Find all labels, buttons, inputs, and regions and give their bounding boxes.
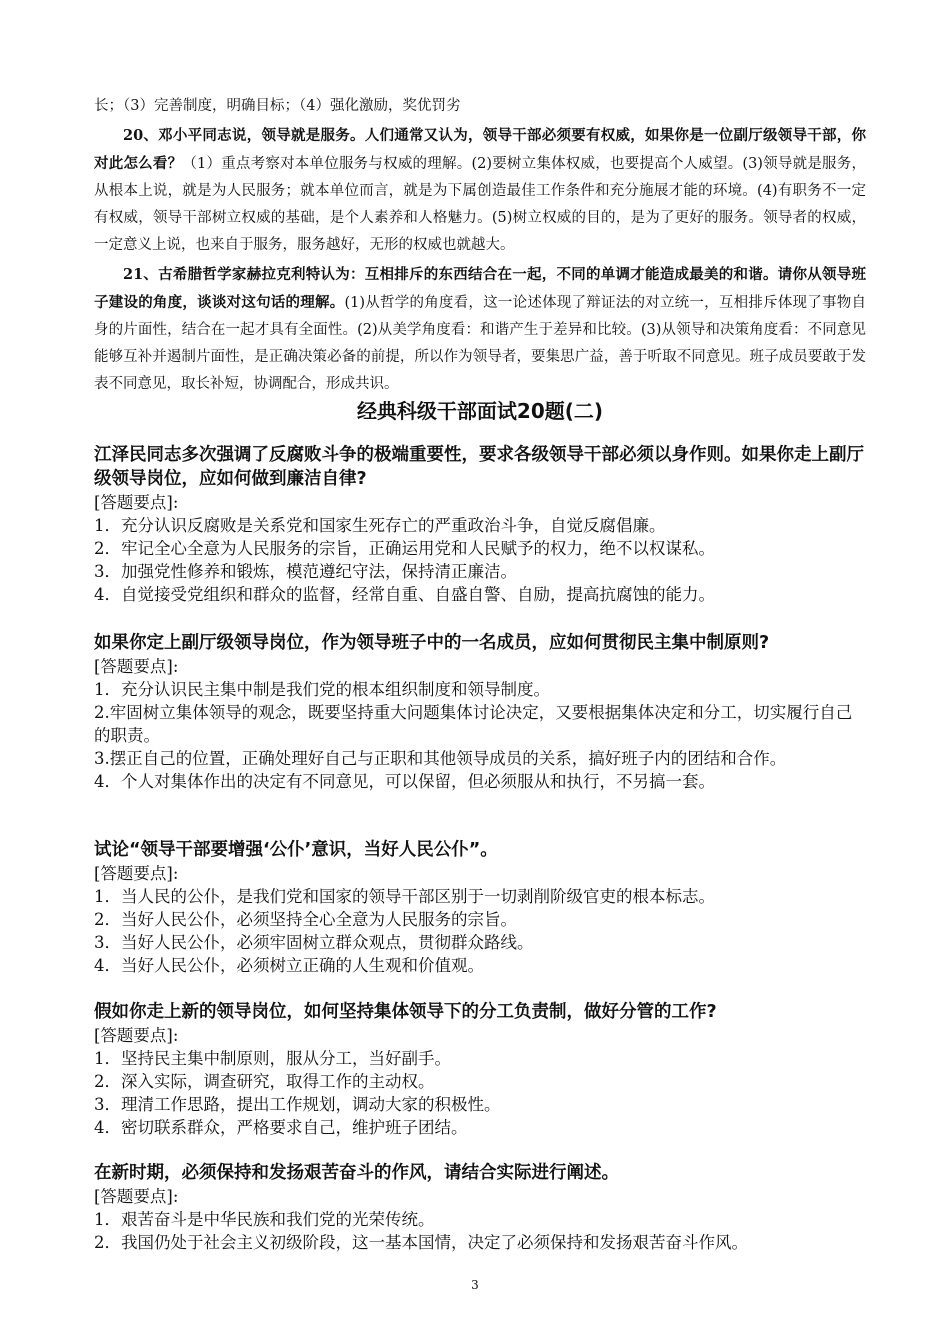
- answer-item: 3．理清工作思路，提出工作规划，调动大家的积极性。: [94, 1095, 501, 1114]
- answer-list: [94, 885, 866, 977]
- qa-block-3: [94, 838, 866, 977]
- question-heading: 江泽民同志多次强调了反腐败斗争的极端重要性，要求各级领导干部必须以身作则。如果你走上副厅级领导岗位，应如何做到廉洁自律?: [94, 445, 864, 489]
- answer-item: 3．加强党性修养和锻炼，模范遵纪守法，保持清正廉洁。: [94, 562, 517, 581]
- answer-item: 2．牢记全心全意为人民服务的宗旨，正确运用党和人民赋予的权力，绝不以权谋私。: [94, 539, 715, 558]
- question-heading: 如果你定上副厅级领导岗位，作为领导班子中的一名成员，应如何贯彻民主集中制原则?: [94, 633, 770, 653]
- answer-list: [94, 1047, 866, 1139]
- answer-list: [94, 514, 866, 606]
- answer-item: 4．密切联系群众，严格要求自己，维护班子团结。: [94, 1118, 468, 1137]
- qa-block-4: [94, 1000, 866, 1139]
- answer-header: [答题要点]:: [94, 657, 179, 676]
- answer-list: [94, 678, 866, 793]
- answer-item: 2.牢固树立集体领导的观念，既要坚持重大问题集体讨论决定，又要根据集体决定和分工，切实履行自己的职责。: [94, 703, 853, 745]
- answer-item: 1．充分认识民主集中制是我们党的根本组织制度和领导制度。: [94, 680, 550, 699]
- question-20: 20、邓小平同志说，领导就是服务。人们通常又认为，领导干部必须要有权威，如果你是一位副厅级领导干部，你对此怎么看？: [94, 127, 866, 172]
- answer-header: [答题要点]:: [94, 864, 179, 883]
- section-title: 经典科级干部面试20题(二): [356, 399, 604, 423]
- answer-21: (1)从哲学的角度看，这一论述体现了辩证法的对立统一，互相排斥体现了事物自身的片面性，结合在一起才具有全面性。(2)从美学角度看：和谐产生于差异和比较。(3)从领导和决策角度看：不同意见能够互补并遏制片面性，是正确决策必备的前提，所以作为领导者，要集思广益，善于听取不同意见。班子成员要敢于发表不同意见，取长补短，协调配合，形成共识。: [94, 295, 866, 392]
- continued-answers: [94, 93, 866, 398]
- question-heading: 假如你走上新的领导岗位，如何坚持集体领导下的分工负责制，做好分管的工作?: [94, 1002, 717, 1022]
- answer-item: 4．自觉接受党组织和群众的监督，经常自重、自盛自警、自励，提高抗腐蚀的能力。: [94, 585, 715, 604]
- answer-item: 1．坚持民主集中制原则，服从分工，当好副手。: [94, 1049, 451, 1068]
- question-20-paragraph: [94, 122, 866, 259]
- answer-header: [答题要点]:: [94, 493, 179, 512]
- question-heading: 在新时期，必须保持和发扬艰苦奋斗的作风，请结合实际进行阐述。: [94, 1163, 619, 1183]
- answer-item: 2．我国仍处于社会主义初级阶段，这一基本国情，决定了必须保持和发扬艰苦奋斗作风。: [94, 1233, 748, 1252]
- answer-item: 1．艰苦奋斗是中华民族和我们党的光荣传统。: [94, 1210, 435, 1229]
- answer-item: 3．当好人民公仆，必须牢固树立群众观点，贯彻群众路线。: [94, 933, 534, 952]
- answer-item: 1．当人民的公仆，是我们党和国家的领导干部区别于一切剥削阶级官吏的根本标志。: [94, 887, 715, 906]
- continued-line: 长；（3）完善制度，明确目标；（4）强化激励，奖优罚劣: [94, 98, 461, 114]
- answer-20: （1）重点考察对本单位服务与权威的理解。(2)要树立集体权威，也要提高个人威望。(3)领导就是服务，从根本上说，就是为人民服务；就本单位而言，就是为下属创造最佳工作条件和充分施展才能的环境。(4)有职务不一定有权威，领导干部树立权威的基础，是个人素养和人格魅力。(5)树立权威的目的，是为了更好的服务。领导者的权威，一定意义上说，也来自于服务，服务越好，无形的权威也就越大。: [94, 156, 866, 253]
- answer-item: 2．当好人民公仆，必须坚持全心全意为人民服务的宗旨。: [94, 910, 517, 929]
- answer-header: [答题要点]:: [94, 1187, 179, 1206]
- page-number: 3: [471, 1278, 479, 1292]
- answer-header: [答题要点]:: [94, 1026, 179, 1045]
- answer-item: 4．当好人民公仆，必须树立正确的人生观和价值观。: [94, 956, 484, 975]
- answer-list: [94, 1208, 866, 1254]
- answer-item: 2．深入实际，调查研究，取得工作的主动权。: [94, 1072, 435, 1091]
- qa-block-1: [94, 443, 866, 606]
- answer-item: 4．个人对集体作出的决定有不同意见，可以保留，但必须服从和执行，不另搞一套。: [94, 772, 715, 791]
- answer-item: 3.摆正自己的位置，正确处理好自己与正职和其他领导成员的关系，搞好班子内的团结和合作。: [94, 749, 787, 768]
- question-21: 21、古希腊哲学家赫拉克利特认为：互相排斥的东西结合在一起，不同的单调才能造成最美的和谐。请你从领导班子建设的角度，谈谈对这句话的理解。: [94, 266, 866, 311]
- question-heading: 试论“领导干部要增强‘公仆’意识，当好人民公仆”。: [94, 840, 498, 860]
- question-21-paragraph: [94, 261, 866, 398]
- answer-item: 1．充分认识反腐败是关系党和国家生死存亡的严重政治斗争，自觉反腐倡廉。: [94, 516, 666, 535]
- qa-block-5: [94, 1161, 866, 1254]
- qa-block-2: [94, 631, 866, 793]
